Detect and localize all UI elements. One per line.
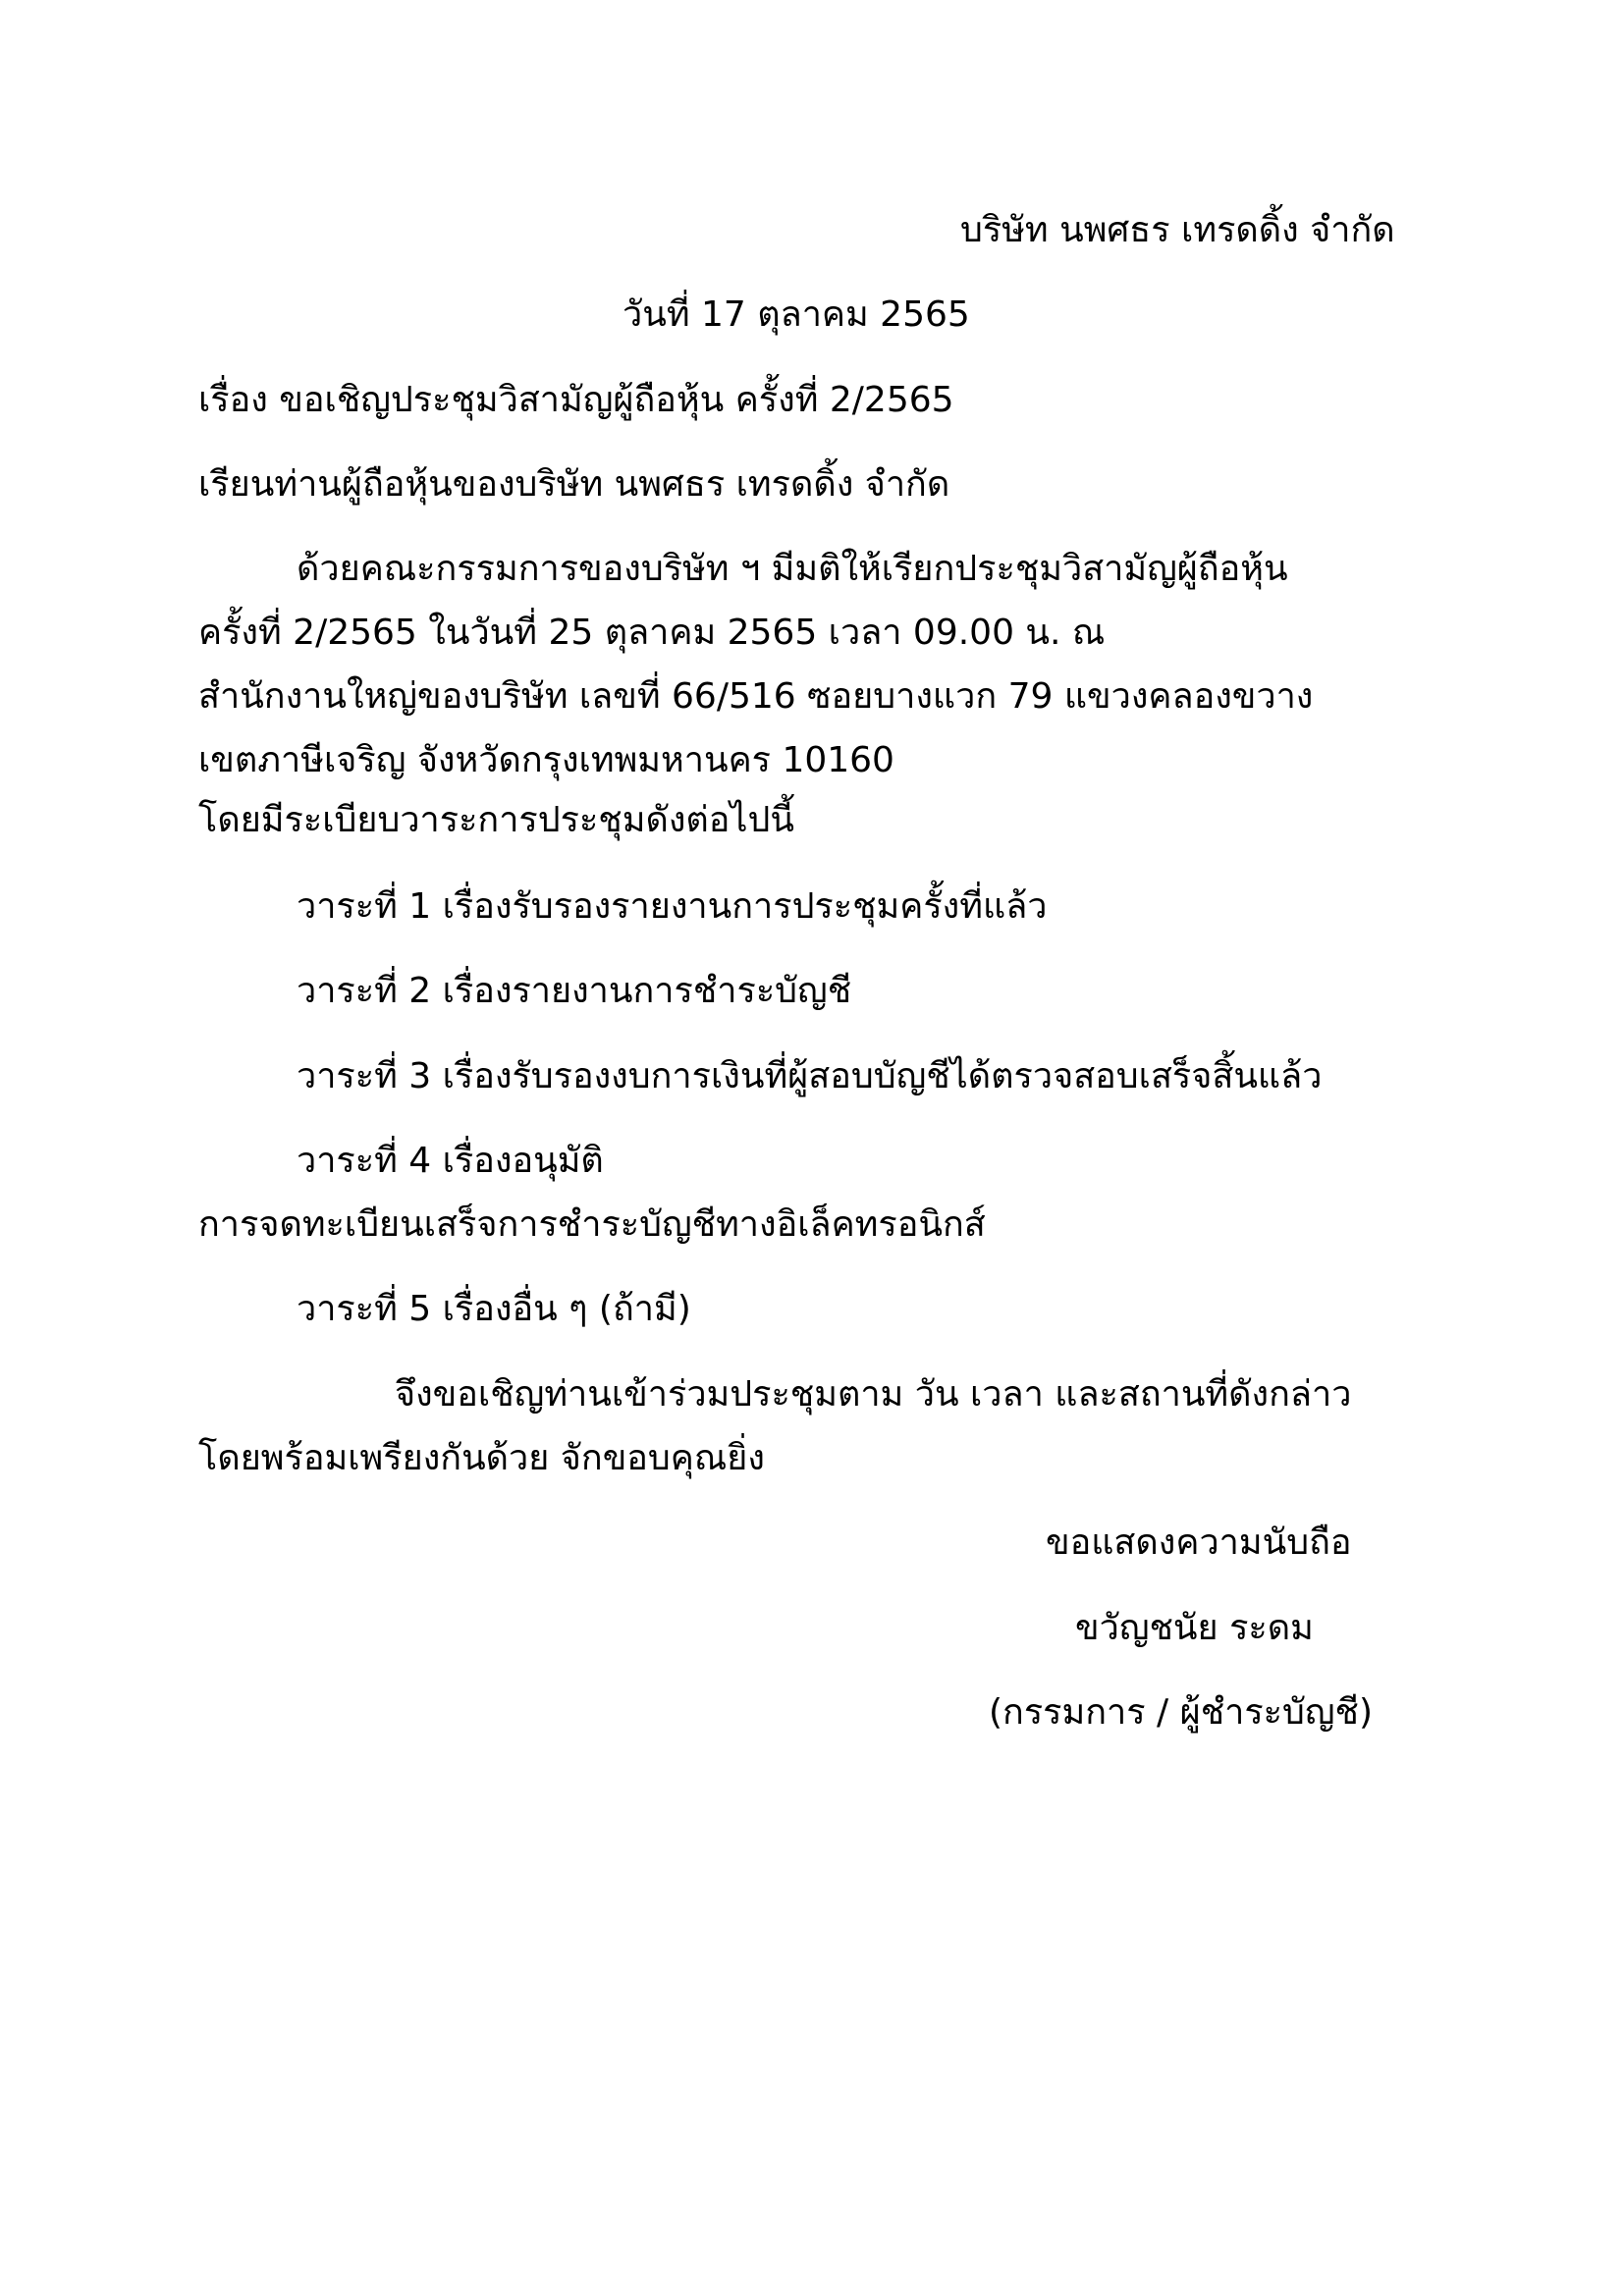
agenda-item-3: วาระที่ 3 เรื่องรับรองงบการเงินที่ผู้สอบบัญชีได้ตรวจสอบเสร็จสิ้นแล้ว (297, 1056, 1323, 1096)
agenda-item-4: วาระที่ 4 เรื่องอนุมัติ (297, 1141, 604, 1181)
body-line: ด้วยคณะกรรมการของบริษัท ฯ มีมติให้เรียกประชุมวิสามัญผู้ถือหุ้น (297, 549, 1288, 589)
body-line: สำนักงานใหญ่ของบริษัท เลขที่ 66/516 ซอยบางแวก 79 แขวงคลองขวาง (198, 676, 1314, 717)
closing-line: จึงขอเชิญท่านเข้าร่วมประชุมตาม วัน เวลา และสถานที่ดังกล่าว (395, 1374, 1352, 1415)
subject-line: เรื่อง ขอเชิญประชุมวิสามัญผู้ถือหุ้น ครั้งที่ 2/2565 (198, 380, 954, 420)
agenda-item-1: วาระที่ 1 เรื่องรับรองรายงานการประชุมครั้งที่แล้ว (297, 886, 1048, 927)
letter-date: วันที่ 17 ตุลาคม 2565 (623, 294, 970, 335)
body-line: เขตภาษีเจริญ จังหวัดกรุงเทพมหานคร 10160 (198, 740, 894, 780)
body-line: ครั้งที่ 2/2565 ในวันที่ 25 ตุลาคม 2565 เวลา 09.00 น. ณ (198, 613, 1106, 653)
company-name: บริษัท นพศธร เทรดดิ้ง จำกัด (960, 210, 1395, 250)
signatory-name: ขวัญชนัย ระดม (1075, 1608, 1314, 1648)
agenda-item-2: วาระที่ 2 เรื่องรายงานการชำระบัญชี (297, 971, 852, 1011)
closing-line: โดยพร้อมเพรียงกันด้วย จักขอบคุณยิ่ง (198, 1438, 765, 1478)
agenda-item-4-continuation: การจดทะเบียนเสร็จการชำระบัญชีทางอิเล็คทรอนิกส์ (198, 1204, 986, 1245)
salutation: เรียนท่านผู้ถือหุ้นของบริษัท นพศธร เทรดดิ้ง จำกัด (198, 464, 950, 505)
body-line: โดยมีระเบียบวาระการประชุมดังต่อไปนี้ (198, 800, 794, 840)
regards: ขอแสดงความนับถือ (1046, 1522, 1352, 1563)
agenda-item-5: วาระที่ 5 เรื่องอื่น ๆ (ถ้ามี) (297, 1289, 691, 1329)
signatory-title: (กรรมการ / ผู้ชำระบัญชี) (989, 1692, 1374, 1733)
